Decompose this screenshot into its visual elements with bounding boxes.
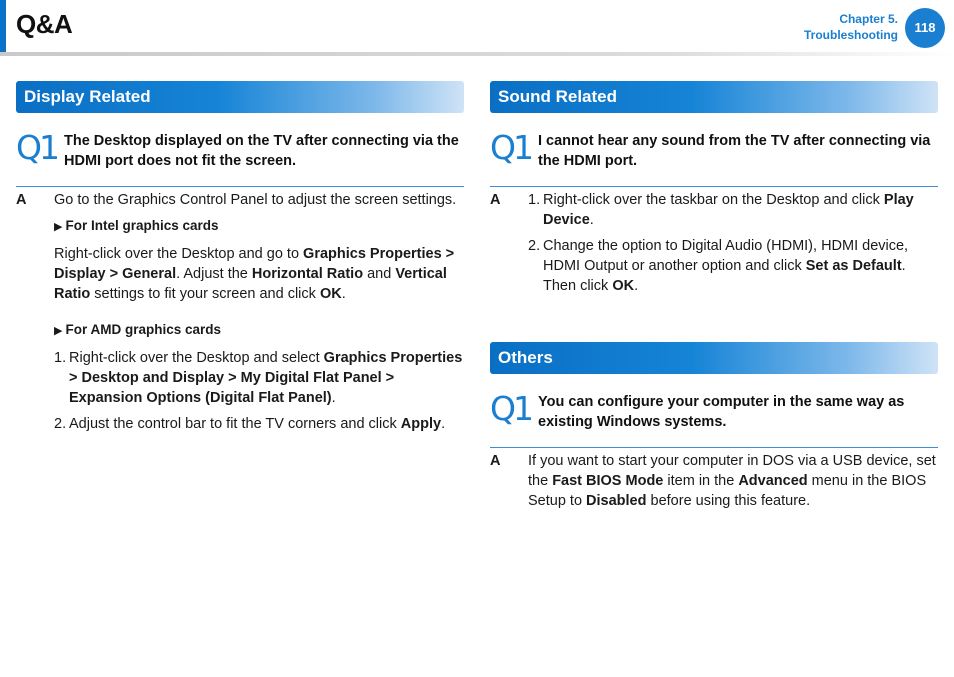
question-block xyxy=(16,128,464,187)
list-item: 1. Right-click over the taskbar on the Desktop and click Play Device. xyxy=(528,192,914,228)
q1-icon: Q1 xyxy=(16,128,57,167)
triangle-bullet-icon: ▶ xyxy=(54,325,63,337)
answer-block xyxy=(16,190,464,434)
question-block xyxy=(490,389,938,448)
list-item: 1. Right-click over the Desktop and select Graphics Properties > Desktop and Display > My Digital Flat Panel > Expansion Options (Digital Flat Panel). xyxy=(54,350,463,406)
intel-instructions: Right-click over the Desktop and go to Graphics Properties > Display > General. Adjust the Horizontal Ratio and Vertical Ratio settings to fit your screen and click OK. xyxy=(54,246,455,302)
answer-label: A xyxy=(16,192,27,208)
list-item: 2. Change the option to Digital Audio (HDMI), HDMI device, HDMI Output or another option and click Set as Default. Then click OK. xyxy=(528,238,909,294)
answer-intro: Go to the Graphics Control Panel to adjust the screen settings. xyxy=(54,192,457,208)
chapter-title: Troubleshooting xyxy=(804,28,898,42)
answer-block xyxy=(490,190,938,296)
header-rule xyxy=(0,52,954,56)
q1-icon: Q1 xyxy=(490,128,531,167)
section-header-sound: Sound Related xyxy=(490,81,938,113)
question-text: I cannot hear any sound from the TV after connecting via the HDMI port. xyxy=(538,133,931,169)
section-header-display: Display Related xyxy=(16,81,464,113)
section-header-others: Others xyxy=(490,342,938,374)
triangle-bullet-icon: ▶ xyxy=(54,221,63,233)
list-number: 2. xyxy=(528,238,541,254)
page-title: Q&A xyxy=(16,9,73,39)
q1-icon: Q1 xyxy=(490,389,531,428)
left-column xyxy=(16,81,464,440)
chapter-number: Chapter 5. xyxy=(839,12,898,26)
list-item: 2. Adjust the control bar to fit the TV corners and click Apply. xyxy=(54,416,446,432)
question-text: The Desktop displayed on the TV after connecting via the HDMI port does not fit the screen. xyxy=(64,133,459,169)
answer-label: A xyxy=(490,192,501,208)
page-number-badge: 118 xyxy=(905,8,945,48)
question-block xyxy=(490,128,938,187)
question-text: You can configure your computer in the same way as existing Windows systems. xyxy=(538,394,905,430)
intel-heading: ▶ For Intel graphics cards xyxy=(54,218,219,233)
answer-block xyxy=(490,451,938,511)
answer-label: A xyxy=(490,453,501,469)
list-number: 1. xyxy=(528,192,541,208)
list-number: 1. xyxy=(54,350,67,366)
list-number: 2. xyxy=(54,416,67,432)
right-column xyxy=(490,81,938,517)
amd-heading: ▶ For AMD graphics cards xyxy=(54,322,222,337)
answer-text: If you want to start your computer in DOS via a USB device, set the Fast BIOS Mode item in the Advanced menu in the BIOS Setup to Disabled before using this feature. xyxy=(528,453,936,509)
header-accent-bar xyxy=(0,0,6,52)
chapter-label xyxy=(804,11,898,43)
